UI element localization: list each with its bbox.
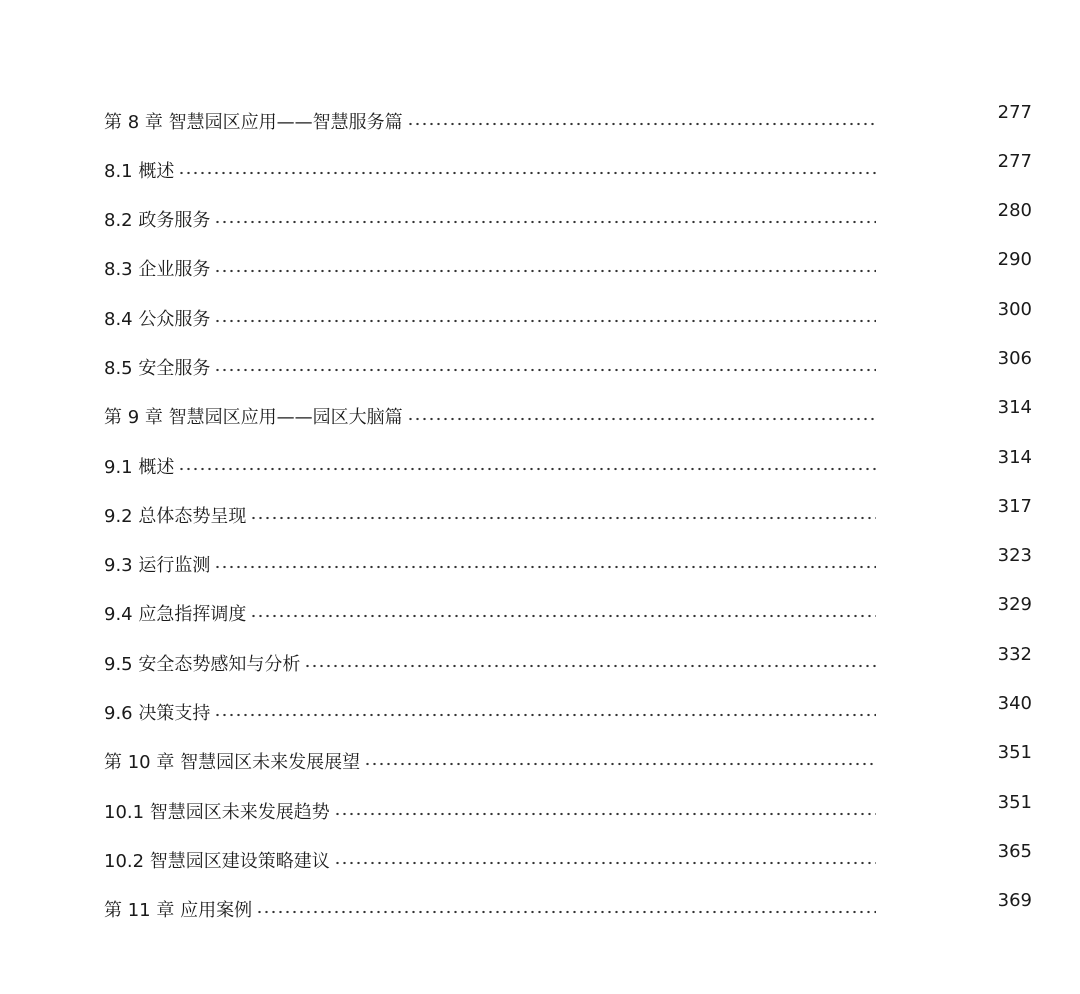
toc-entry-10-1 <box>104 792 1032 824</box>
toc-leader-dots <box>178 465 876 473</box>
toc-leader-dots <box>250 612 876 620</box>
toc-leader-dots <box>178 169 876 177</box>
toc-leader-dots <box>214 267 876 275</box>
toc-entry-title: 第 9 章 智慧园区应用——园区大脑篇 <box>104 407 403 428</box>
toc-entry-title: 第 10 章 智慧园区未来发展展望 <box>104 752 361 773</box>
toc-entry-page: 314 <box>997 447 1032 468</box>
toc-entry-chapter-8 <box>104 102 1032 134</box>
toc-entry-chapter-10 <box>104 742 1032 774</box>
toc-leader-dots <box>214 218 876 226</box>
toc-entry-title: 9.4 应急指挥调度 <box>104 604 247 625</box>
toc-entry-title: 10.1 智慧园区未来发展趋势 <box>104 802 330 823</box>
toc-leader-dots <box>214 563 876 571</box>
toc-entry-8-5 <box>104 348 1032 380</box>
toc-entry-title: 9.6 决策支持 <box>104 703 211 724</box>
toc-entry-9-3 <box>104 545 1032 577</box>
toc-entry-page: 280 <box>997 200 1032 221</box>
toc-entry-page: 306 <box>997 348 1032 369</box>
toc-leader-dots <box>256 908 876 916</box>
toc-entry-page: 317 <box>997 496 1032 517</box>
toc-entry-9-5 <box>104 644 1032 676</box>
toc-entry-9-2 <box>104 496 1032 528</box>
toc-entry-8-3 <box>104 249 1032 281</box>
toc-entry-chapter-11 <box>104 890 1032 922</box>
toc-entry-page: 323 <box>997 545 1032 566</box>
toc-entry-title: 9.1 概述 <box>104 457 175 478</box>
toc-entry-page: 365 <box>997 841 1032 862</box>
toc-entry-title: 8.4 公众服务 <box>104 309 211 330</box>
toc-entry-page: 329 <box>997 594 1032 615</box>
toc-entry-9-4 <box>104 594 1032 626</box>
toc-leader-dots <box>304 662 876 670</box>
toc-leader-dots <box>214 366 876 374</box>
toc-entry-8-2 <box>104 200 1032 232</box>
toc-entry-title: 9.5 安全态势感知与分析 <box>104 654 301 675</box>
toc-leader-dots <box>334 810 876 818</box>
toc-entry-chapter-9 <box>104 397 1032 429</box>
toc-entry-page: 351 <box>997 742 1032 763</box>
toc-entry-9-1 <box>104 447 1032 479</box>
toc-entry-page: 290 <box>997 249 1032 270</box>
toc-entry-9-6 <box>104 693 1032 725</box>
toc-leader-dots <box>334 859 876 867</box>
toc-entry-page: 277 <box>997 151 1032 172</box>
toc-entry-page: 332 <box>997 644 1032 665</box>
toc-leader-dots <box>364 760 876 768</box>
toc-entry-title: 9.2 总体态势呈现 <box>104 506 247 527</box>
toc-leader-dots <box>250 514 876 522</box>
toc-entry-title: 8.1 概述 <box>104 161 175 182</box>
toc-leader-dots <box>214 317 876 325</box>
toc-entry-title: 第 11 章 应用案例 <box>104 900 253 921</box>
toc-entry-page: 340 <box>997 693 1032 714</box>
toc-leader-dots <box>407 120 876 128</box>
toc-entry-10-2 <box>104 841 1032 873</box>
toc-entry-title: 8.5 安全服务 <box>104 358 211 379</box>
toc-entry-page: 351 <box>997 792 1032 813</box>
toc-entry-page: 300 <box>997 299 1032 320</box>
toc-entry-title: 10.2 智慧园区建设策略建议 <box>104 851 330 872</box>
toc-entry-page: 369 <box>997 890 1032 911</box>
toc-entry-title: 9.3 运行监测 <box>104 555 211 576</box>
toc-entry-title: 第 8 章 智慧园区应用——智慧服务篇 <box>104 112 403 133</box>
toc-entry-title: 8.3 企业服务 <box>104 259 211 280</box>
toc-entry-8-4 <box>104 299 1032 331</box>
toc-entry-page: 277 <box>997 102 1032 123</box>
toc-entry-page: 314 <box>997 397 1032 418</box>
toc-entry-8-1 <box>104 151 1032 183</box>
toc-leader-dots <box>214 711 876 719</box>
toc-entry-title: 8.2 政务服务 <box>104 210 211 231</box>
toc-leader-dots <box>407 415 876 423</box>
